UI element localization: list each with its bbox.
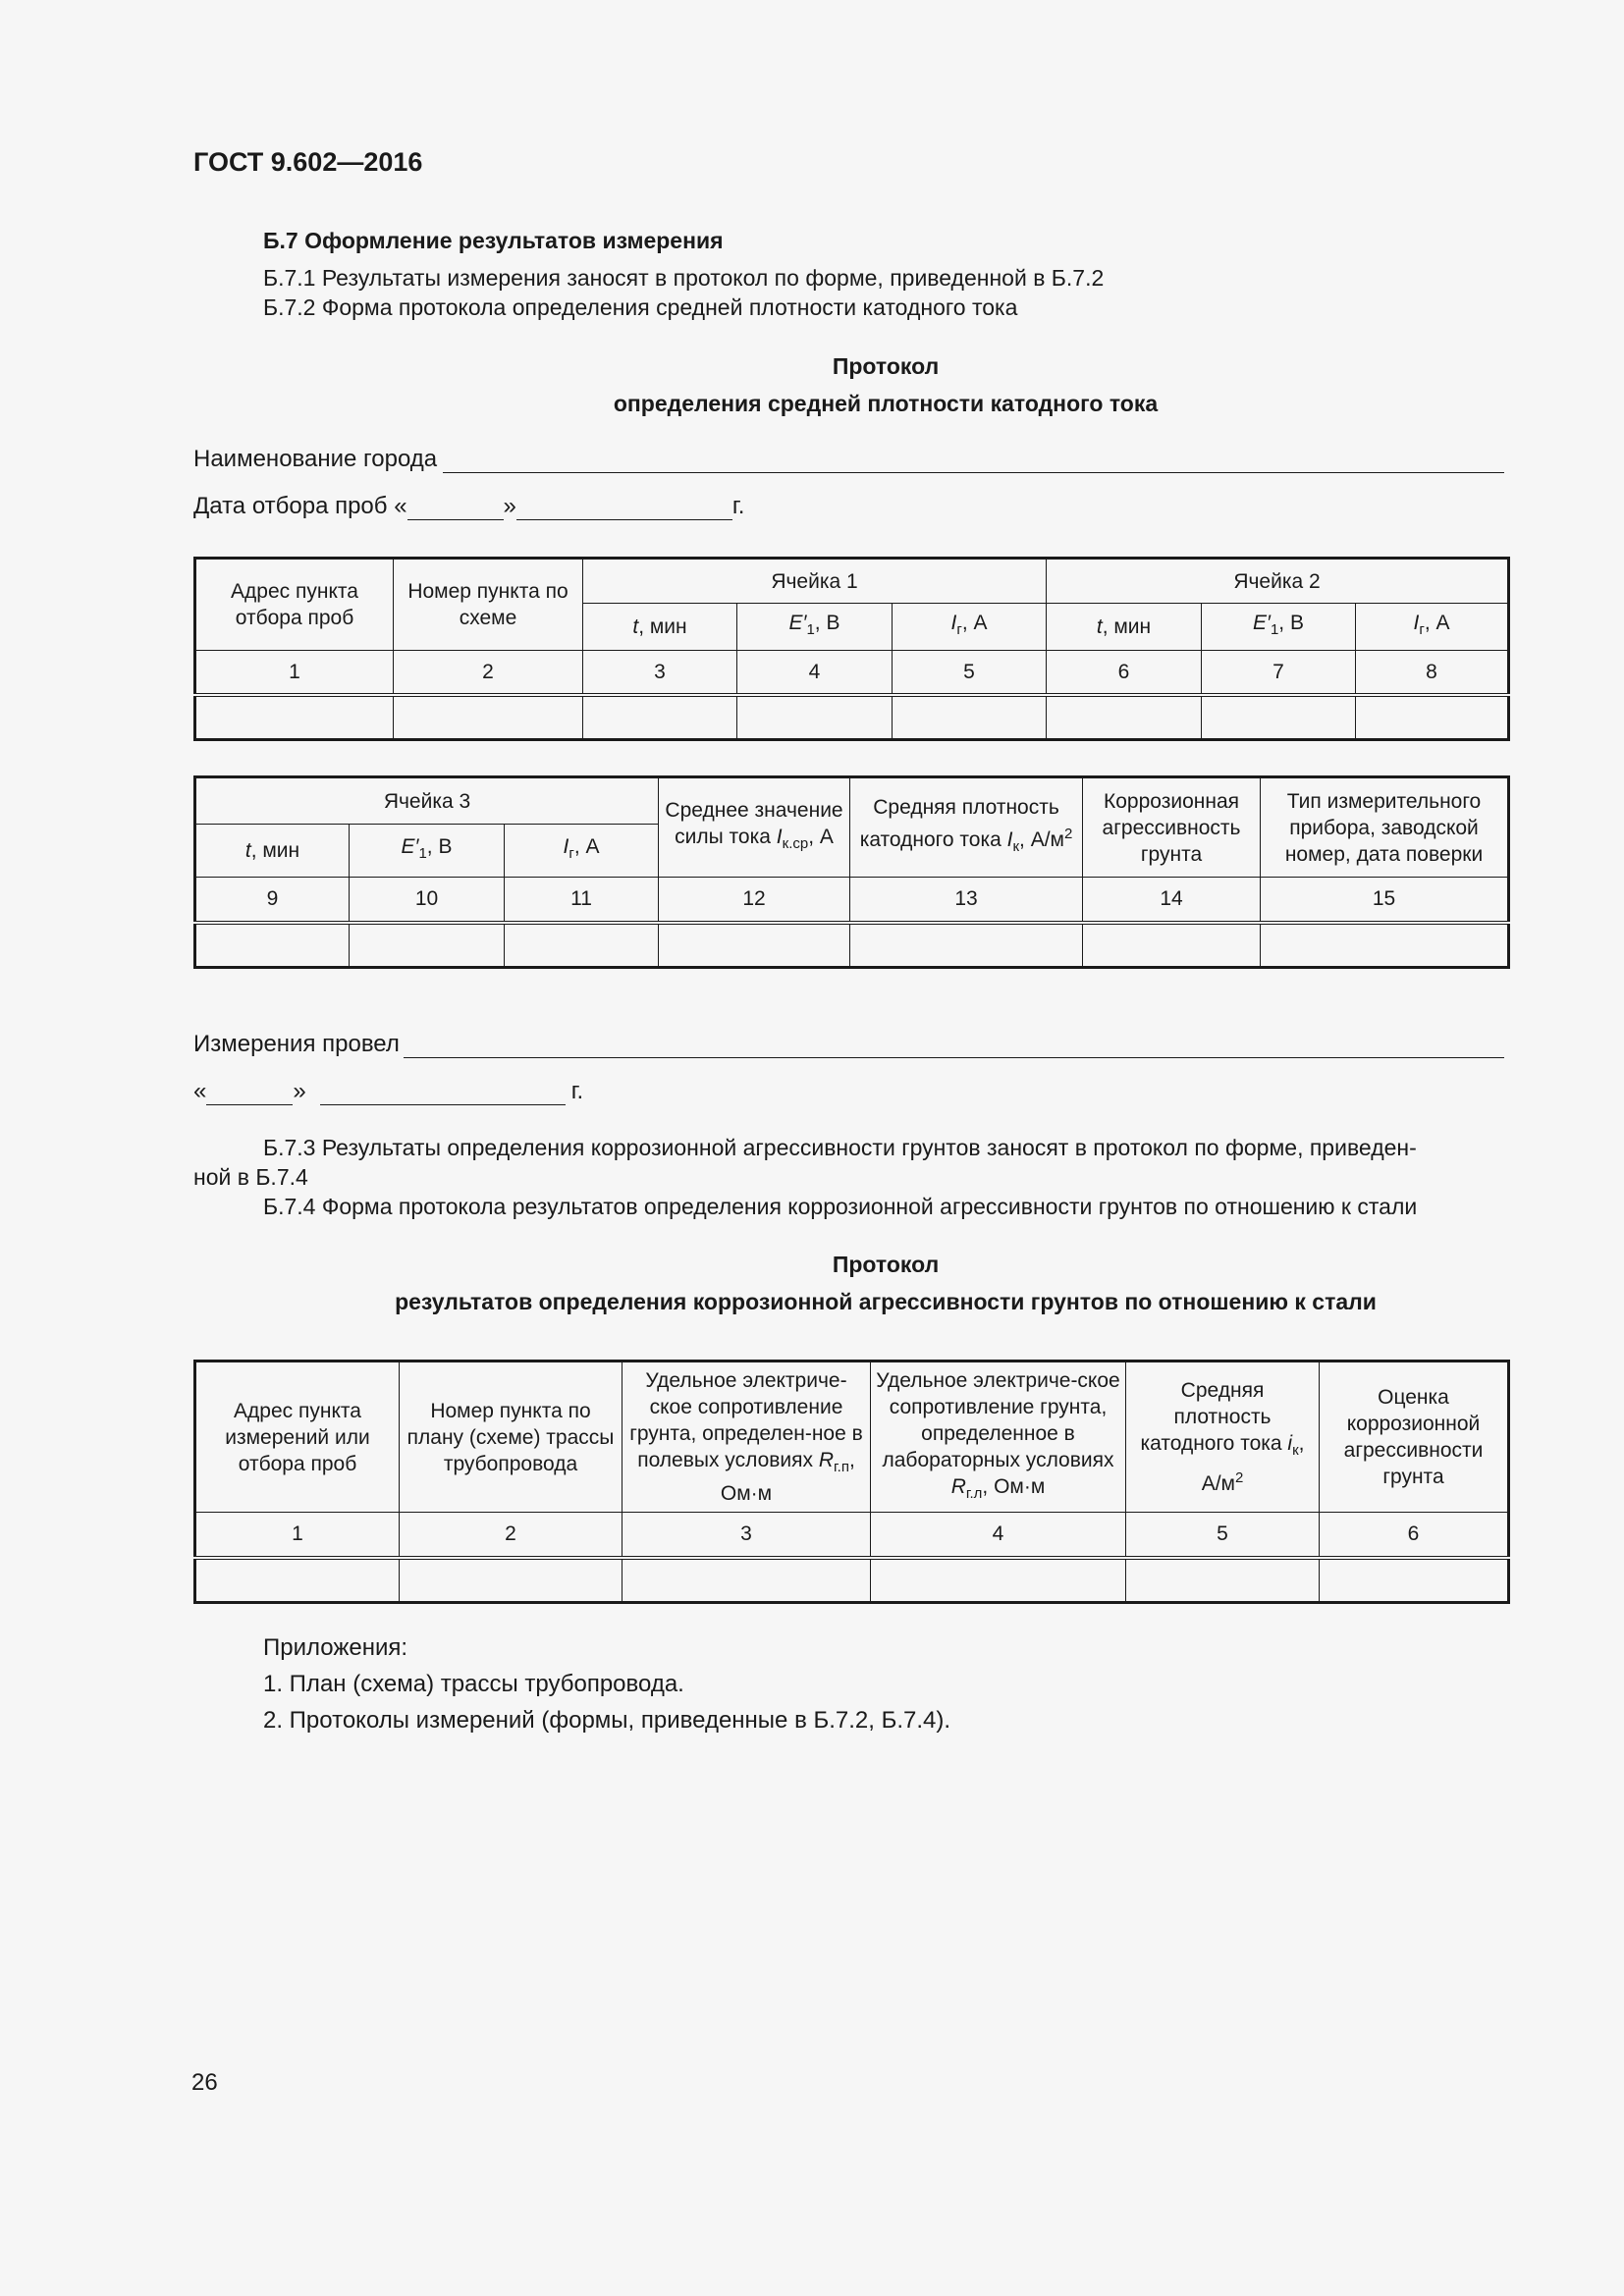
column-number: 15 bbox=[1261, 878, 1509, 923]
entry-cell[interactable] bbox=[350, 923, 505, 968]
paragraph-b71: Б.7.1 Результаты измерения заносят в протокол по форме, приведенной в Б.7.2 bbox=[263, 265, 1105, 291]
header-measure-address: Адрес пункта измерений или отбора проб bbox=[195, 1362, 400, 1513]
page-number: 26 bbox=[191, 2069, 218, 2096]
header-device: Тип измерительного прибора, заводской номер, дата поверки bbox=[1261, 777, 1509, 878]
paragraph-b73-line2: ной в Б.7.4 bbox=[193, 1164, 308, 1190]
measured-date-month-blank[interactable] bbox=[320, 1079, 566, 1105]
measured-date-field bbox=[193, 1078, 583, 1105]
entry-cell[interactable] bbox=[871, 1558, 1126, 1603]
column-number: 7 bbox=[1202, 651, 1356, 695]
header-field-resistivity: Удельное электриче-ское сопротивление грунта, определен-ное в полевых условиях $R_{г.п}$, Ом·м bbox=[623, 1362, 871, 1513]
entry-cell[interactable] bbox=[195, 1558, 400, 1603]
column-number: 4 bbox=[737, 651, 893, 695]
entry-cell[interactable] bbox=[583, 695, 737, 740]
column-number: 5 bbox=[893, 651, 1047, 695]
header-point-number: Номер пункта по схеме bbox=[394, 559, 583, 651]
measured-by-label: Измерения провел bbox=[193, 1031, 400, 1057]
entry-cell[interactable] bbox=[623, 1558, 871, 1603]
header-potential-3: $E'_1$, В bbox=[350, 825, 505, 878]
header-corrosion-assessment: Оценка коррозионной агрессивности грунта bbox=[1320, 1362, 1509, 1513]
entry-cell[interactable] bbox=[893, 695, 1047, 740]
protocol2-title: Протокол bbox=[832, 1252, 940, 1277]
appendix-item-2: 2. Протоколы измерений (формы, приведенные в Б.7.2, Б.7.4). bbox=[263, 1707, 951, 1734]
column-number: 8 bbox=[1356, 651, 1509, 695]
paragraph-b72: Б.7.2 Форма протокола определения средней плотности катодного тока bbox=[263, 294, 1018, 320]
sample-date-label: Дата отбора проб « bbox=[193, 493, 407, 519]
entry-cell[interactable] bbox=[195, 923, 350, 968]
sample-date-year-suffix: г. bbox=[731, 493, 745, 519]
sample-date-quote: » bbox=[503, 493, 516, 519]
header-time-3: t, мин bbox=[195, 825, 350, 878]
appendix-item-1: 1. План (схема) трассы трубопровода. bbox=[263, 1671, 684, 1697]
column-number: 3 bbox=[623, 1513, 871, 1558]
header-time-2: t, мин bbox=[1047, 604, 1202, 651]
header-current-density: Средняя плотность катодного тока $i_к$, $А/м^2$ bbox=[1126, 1362, 1320, 1513]
column-number: 14 bbox=[1083, 878, 1261, 923]
entry-cell[interactable] bbox=[659, 923, 850, 968]
appendix-title: Приложения: bbox=[263, 1634, 408, 1661]
document-id: ГОСТ 9.602—2016 bbox=[193, 147, 423, 177]
entry-cell[interactable] bbox=[505, 923, 659, 968]
entry-cell[interactable] bbox=[1202, 695, 1356, 740]
entry-cell[interactable] bbox=[1261, 923, 1509, 968]
entry-cell[interactable] bbox=[1083, 923, 1261, 968]
entry-cell[interactable] bbox=[1320, 1558, 1509, 1603]
header-current-1: $I_г$, А bbox=[893, 604, 1047, 651]
protocol1-subtitle: определения средней плотности катодного тока bbox=[613, 391, 1159, 416]
sample-date-field bbox=[193, 493, 744, 520]
measured-date-year-suffix: г. bbox=[570, 1078, 584, 1104]
header-lab-resistivity: Удельное электриче-ское сопротивление грунта, определенное в лабораторных условиях $R_{г.л}$, Ом·м bbox=[871, 1362, 1126, 1513]
paragraph-b74: Б.7.4 Форма протокола результатов определения коррозионной агрессивности грунтов по отношению к стали bbox=[263, 1194, 1418, 1219]
measured-by-blank[interactable] bbox=[404, 1032, 1504, 1058]
header-potential-2: $E'_1$, В bbox=[1202, 604, 1356, 651]
entry-cell[interactable] bbox=[737, 695, 893, 740]
column-number: 2 bbox=[400, 1513, 623, 1558]
header-corrosion: Коррозионная агрессивность грунта bbox=[1083, 777, 1261, 878]
entry-cell[interactable] bbox=[1356, 695, 1509, 740]
column-number: 10 bbox=[350, 878, 505, 923]
city-name-field bbox=[193, 446, 1504, 473]
header-potential-1: $E'_1$, В bbox=[737, 604, 893, 651]
header-cell3: Ячейка 3 bbox=[195, 777, 659, 825]
column-number: 2 bbox=[394, 651, 583, 695]
entry-cell[interactable] bbox=[1126, 1558, 1320, 1603]
protocol1-title: Протокол bbox=[832, 353, 940, 379]
header-cell2: Ячейка 2 bbox=[1047, 559, 1509, 604]
header-address: Адрес пункта отбора проб bbox=[195, 559, 394, 651]
entry-cell[interactable] bbox=[1047, 695, 1202, 740]
column-number: 1 bbox=[195, 1513, 400, 1558]
measured-date-close-quote: » bbox=[293, 1078, 306, 1104]
header-average-density: Средняя плотность катодного тока $I_к$, $А/м^2$ bbox=[850, 777, 1083, 878]
measured-date-day-blank[interactable] bbox=[206, 1079, 293, 1105]
header-plan-point: Номер пункта по плану (схеме) трассы трубопровода bbox=[400, 1362, 623, 1513]
density-table-part2 bbox=[193, 775, 1510, 969]
header-average-current: Среднее значение силы тока $I_{к.ср}$, А bbox=[659, 777, 850, 878]
sample-date-day-blank[interactable] bbox=[407, 494, 504, 520]
sample-date-month-blank[interactable] bbox=[516, 494, 732, 520]
column-number: 13 bbox=[850, 878, 1083, 923]
column-number: 12 bbox=[659, 878, 850, 923]
column-number: 1 bbox=[195, 651, 394, 695]
column-number: 5 bbox=[1126, 1513, 1320, 1558]
header-cell1: Ячейка 1 bbox=[583, 559, 1047, 604]
city-name-blank[interactable] bbox=[443, 447, 1504, 473]
measured-date-open-quote: « bbox=[193, 1078, 207, 1104]
density-table-part1 bbox=[193, 557, 1510, 741]
entry-cell[interactable] bbox=[195, 695, 394, 740]
column-number: 9 bbox=[195, 878, 350, 923]
header-current-2: $I_г$, А bbox=[1356, 604, 1509, 651]
column-number: 3 bbox=[583, 651, 737, 695]
column-number: 6 bbox=[1047, 651, 1202, 695]
paragraph-b73-line1: Б.7.3 Результаты определения коррозионной агрессивности грунтов заносят в протокол по форме, приведен- bbox=[263, 1135, 1417, 1160]
header-time-1: t, мин bbox=[583, 604, 737, 651]
measured-by-field bbox=[193, 1031, 1504, 1058]
column-number: 6 bbox=[1320, 1513, 1509, 1558]
city-name-label: Наименование города bbox=[193, 446, 438, 472]
header-current-3: $I_г$, А bbox=[505, 825, 659, 878]
entry-cell[interactable] bbox=[394, 695, 583, 740]
corrosion-table bbox=[193, 1360, 1510, 1604]
section-title: Б.7 Оформление результатов измерения bbox=[263, 228, 724, 253]
entry-cell[interactable] bbox=[400, 1558, 623, 1603]
column-number: 4 bbox=[871, 1513, 1126, 1558]
protocol2-subtitle: результатов определения коррозионной агрессивности грунтов по отношению к стали bbox=[395, 1289, 1377, 1314]
entry-cell[interactable] bbox=[850, 923, 1083, 968]
column-number: 11 bbox=[505, 878, 659, 923]
